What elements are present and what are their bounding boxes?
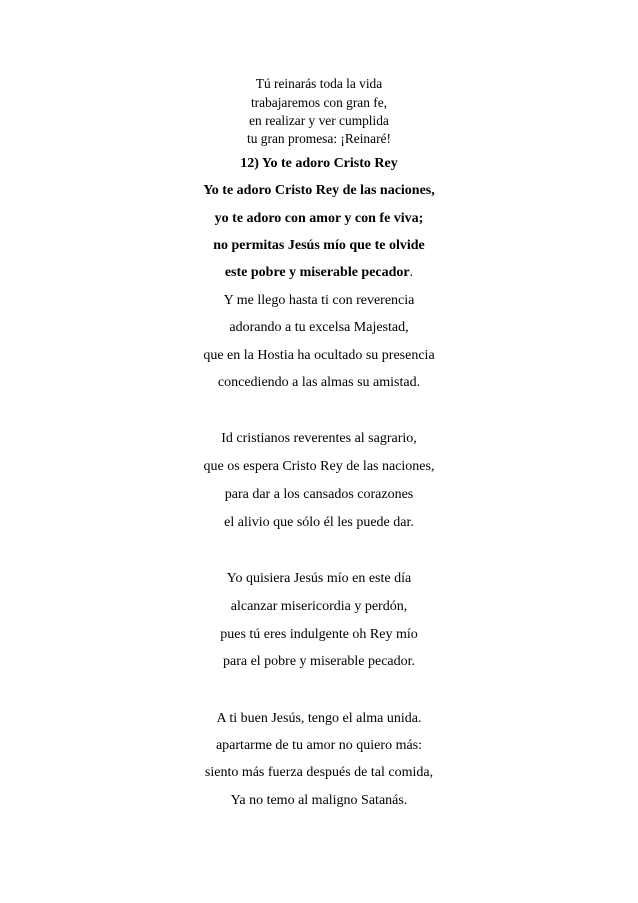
stanza-3-line-2: que os espera Cristo Rey de las naciones, [203,459,435,474]
bold-stanza-line-3: no permitas Jesús mío que te olvide [213,238,425,253]
bold-stanza-line-4 [0,265,638,281]
intro-line-4: tu gran promesa: ¡Reinaré! [247,131,391,146]
stanza-2-line-1: Y me llego hasta ti con reverencia [223,293,415,308]
stanza-4-line-3: pues tú eres indulgente oh Rey mío [220,627,418,642]
intro-line-1: Tú reinarás toda la vida [255,76,383,91]
bold-stanza-line-2: yo te adoro con amor y con fe viva; [214,211,424,226]
stanza-3-line-3: para dar a los cansados corazones [224,487,414,502]
bold-stanza-line-1: Yo te adoro Cristo Rey de las naciones, [203,183,435,198]
stanza-2-line-4: concediendo a las almas su amistad. [217,375,421,390]
intro-line-3: en realizar y ver cumplida [249,113,389,128]
stanza-5-line-2: apartarme de tu amor no quiero más: [215,738,423,753]
stanza-2-line-2: adorando a tu excelsa Majestad, [229,320,409,335]
stanza-3-line-4: el alivio que sólo él les puede dar. [224,515,414,530]
stanza-5-line-3: siento más fuerza después de tal comida, [204,765,434,780]
stanza-4-line-2: alcanzar misericordia y perdón, [230,599,408,614]
stanza-4-line-4: para el pobre y miserable pecador. [222,654,416,669]
bold-stanza-line-4-text: este pobre y miserable pecador [224,265,410,280]
stanza-2-line-3: que en la Hostia ha ocultado su presencia [203,348,435,363]
stanza-5-line-4: Ya no temo al maligno Satanás. [230,793,408,808]
intro-line-2: trabajaremos con gran fe, [250,95,388,110]
bold-stanza-line-4-period: . [409,265,414,280]
stanza-3-line-1: Id cristianos reverentes al sagrario, [221,431,417,446]
stanza-4-line-1: Yo quisiera Jesús mío en este día [226,571,412,586]
stanza-5-line-1: A ti buen Jesús, tengo el alma unida. [216,711,422,726]
hymn-title: 12) Yo te adoro Cristo Rey [240,156,398,171]
